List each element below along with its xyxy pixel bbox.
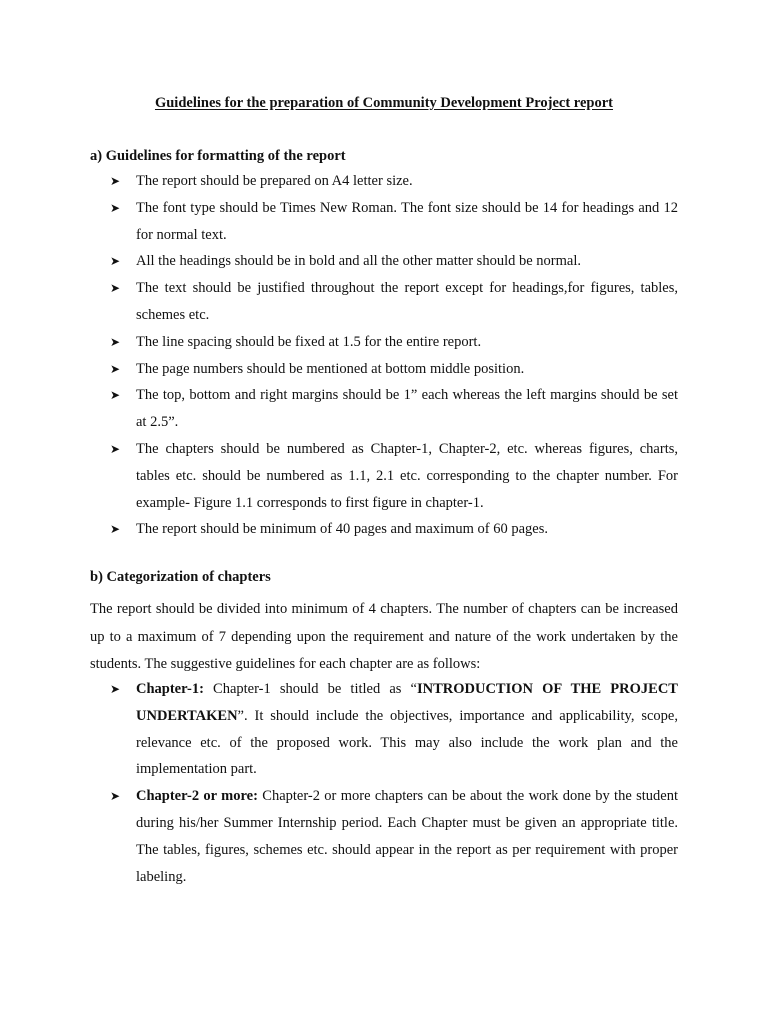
list-item <box>0 783 678 890</box>
section-b-paragraph: The report should be divided into minimum of 4 chapters. The number of chapters can be increased up to a maximum of 7 depending upon the requirement and nature of the work undertaken by the students. The suggestive guidelines for each chapter are as follows: <box>90 601 678 672</box>
arrowhead-bullet-icon: ➤ <box>110 254 121 269</box>
arrowhead-bullet-icon: ➤ <box>110 388 121 403</box>
arrowhead-bullet-icon: ➤ <box>110 334 121 349</box>
list-item <box>0 195 678 249</box>
list-item <box>0 168 678 195</box>
list-item-text: The font type should be Times New Roman. The font size should be 14 for headings and 12 for normal text. <box>136 199 678 243</box>
arrowhead-bullet-icon: ➤ <box>110 789 121 804</box>
chapter-title-emphasis: INTRODUCTION OF THE PROJECT UNDERTAKEN <box>136 681 678 724</box>
list-item <box>0 275 678 329</box>
chapter-text: Chapter-2 or more chapters can be about the work done by the student during his/her Summer Internship period. Each Chapter must be given an appropriate title. The tables, figures, schemes etc. should appear in the report as per requirement with proper labeling. <box>136 788 678 885</box>
document-title <box>0 93 768 113</box>
list-item <box>0 382 678 436</box>
arrowhead-bullet-icon: ➤ <box>110 682 121 696</box>
arrowhead-bullet-icon: ➤ <box>110 361 121 376</box>
formatting-guidelines-list <box>0 168 768 543</box>
chapter-guidelines-list <box>0 676 768 890</box>
arrowhead-bullet-icon: ➤ <box>110 174 121 188</box>
chapter-label: Chapter-1: <box>136 681 204 697</box>
list-item-text: The report should be minimum of 40 pages and maximum of 60 pages. <box>136 521 548 538</box>
list-item-text: The text should be justified throughout the report except for headings,for figures, tables, schemes etc. <box>136 280 678 323</box>
list-item-text: The chapters should be numbered as Chapter-1, Chapter-2, etc. whereas figures, charts, tables etc. should be numbered as 1.1, 2.1 etc. corresponding to the chapter number. For example- Figure 1.1 corresponds to first figure in chapter-1. <box>136 440 678 511</box>
arrowhead-bullet-icon: ➤ <box>110 441 121 456</box>
document-title-text: Guidelines for the preparation of Community Development Project report <box>154 95 614 111</box>
section-b-heading: b) Categorization of chapters <box>90 569 271 585</box>
list-item <box>0 356 678 383</box>
list-item <box>0 676 678 783</box>
arrowhead-bullet-icon: ➤ <box>110 281 121 296</box>
arrowhead-bullet-icon: ➤ <box>110 200 121 215</box>
list-item <box>0 248 678 275</box>
list-item-text: The report should be prepared on A4 letter size. <box>136 173 413 189</box>
chapter-text: ”. It should include the objectives, importance and applicability, scope, relevance etc. of the proposed work. This may also include the work plan and the implementation part. <box>136 707 678 778</box>
arrowhead-bullet-icon: ➤ <box>110 522 121 537</box>
list-item <box>0 329 678 356</box>
list-item <box>0 516 678 543</box>
chapter-text: Chapter-1 should be titled as “ <box>203 681 417 697</box>
list-item <box>0 436 678 516</box>
list-item-text: All the headings should be in bold and all the other matter should be normal. <box>136 253 581 270</box>
list-item-text: The line spacing should be fixed at 1.5 for the entire report. <box>136 333 482 350</box>
list-item-text: The page numbers should be mentioned at bottom middle position. <box>136 360 525 377</box>
chapter-label: Chapter-2 or more: <box>136 788 258 805</box>
section-a-heading: a) Guidelines for formatting of the report <box>90 148 346 164</box>
list-item-text: The top, bottom and right margins should be 1” each whereas the left margins should be set at 2.5”. <box>136 387 678 431</box>
